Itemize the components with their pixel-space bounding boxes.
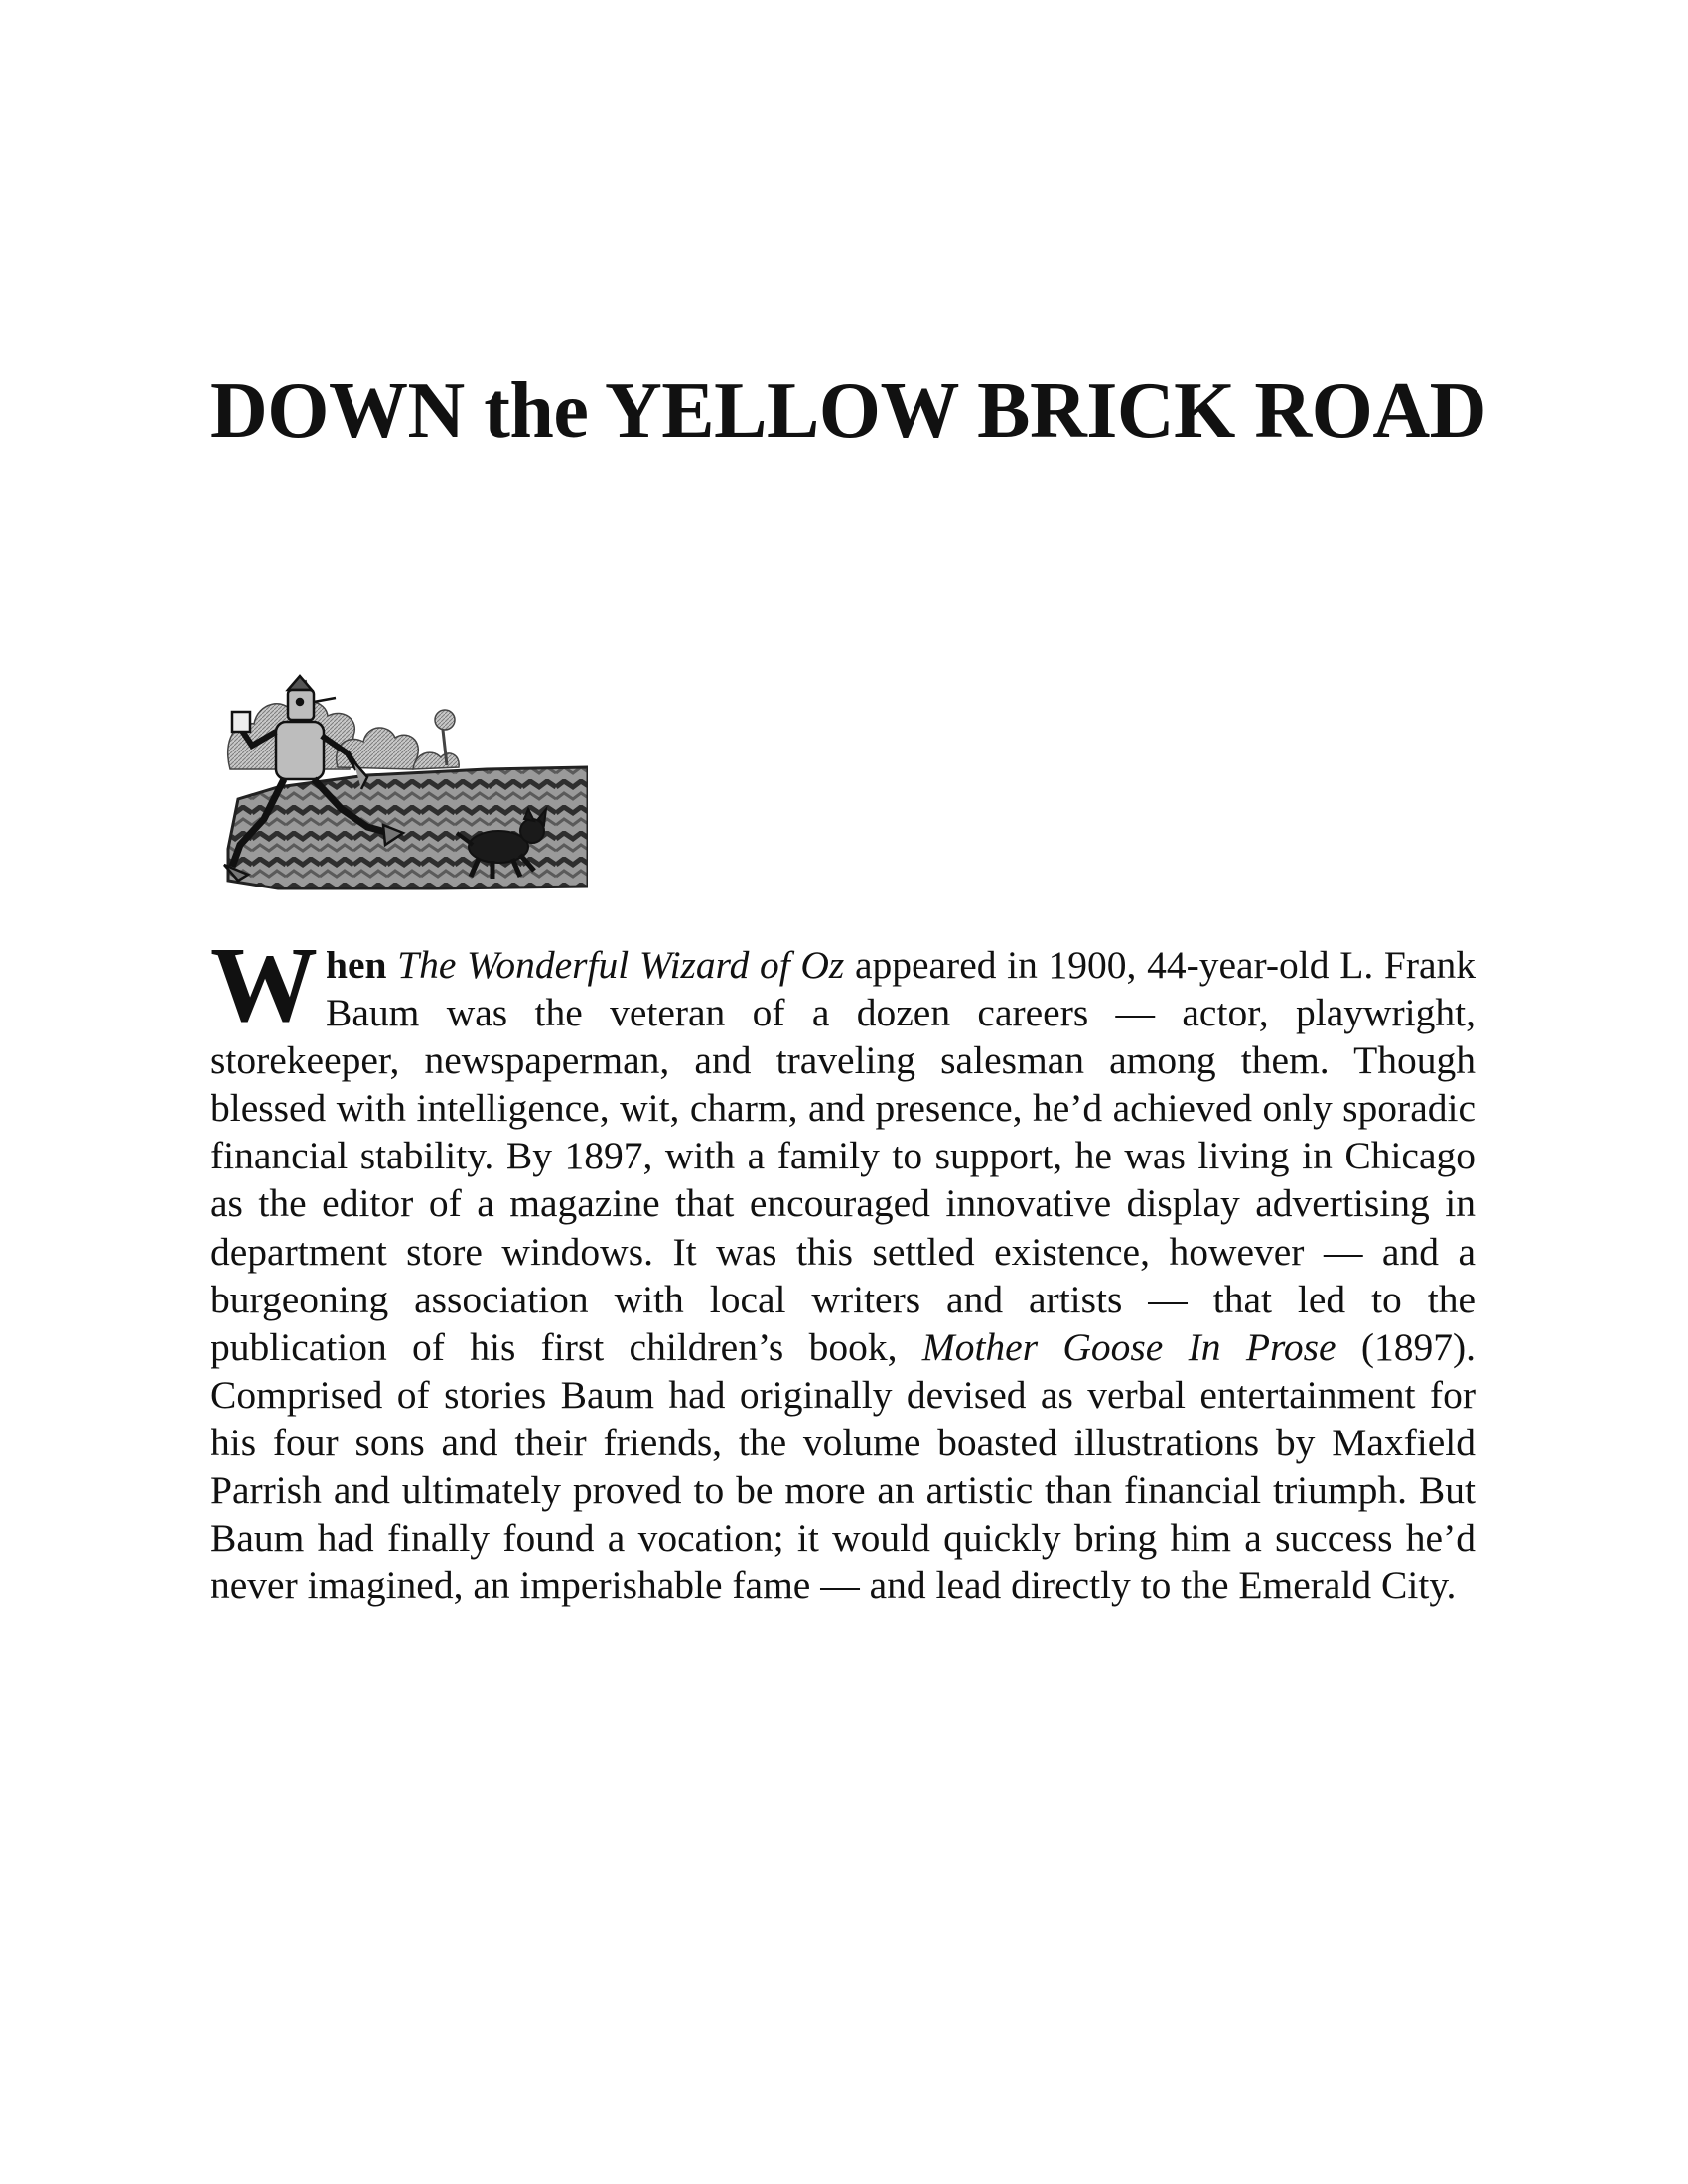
paragraph-text-2: appeared in 1900, 44-year-old L. Frank Baum was the veteran of a dozen careers — actor, playwright, storekeeper, newspaperman, and traveling salesman among them. Though blessed with intelligence, wit, charm, and presence, he’d achieved only sporadic financial stability. By 1897, with a family to support, he was living in Chicago as the editor of a magazine that encouraged innovative display advertising in department store windows. It was this settled existence, however — and a burgeoning association with local writers and artists — that led to the publication of his first children’s book,	[211, 943, 1477, 1369]
drop-cap: W	[211, 926, 318, 1044]
tin-woodman-illustration	[218, 650, 588, 893]
lead-word: hen	[326, 943, 387, 987]
paragraph-text-3: (1897). Comprised of stories Baum had originally devised as verbal entertainment for his four sons and their friends, the volume boasted illustrations by Maxfield Parrish and ultimately proved to be more an artistic than financial triumph. But Baum had finally found a vocation; it would quickly bring him a success he’d never imagined, an imperishable fame — and lead directly to the Emerald City.	[211, 1324, 1476, 1608]
page-title: DOWN the YELLOW BRICK ROAD	[211, 367, 1486, 455]
book-title-wizard-of-oz: The Wonderful Wizard of Oz	[397, 943, 845, 987]
trees-shape	[228, 680, 459, 769]
book-title-mother-goose: Mother Goose In Prose	[921, 1324, 1336, 1369]
intro-paragraph	[211, 926, 1477, 1609]
paragraph-text-1	[386, 943, 397, 987]
